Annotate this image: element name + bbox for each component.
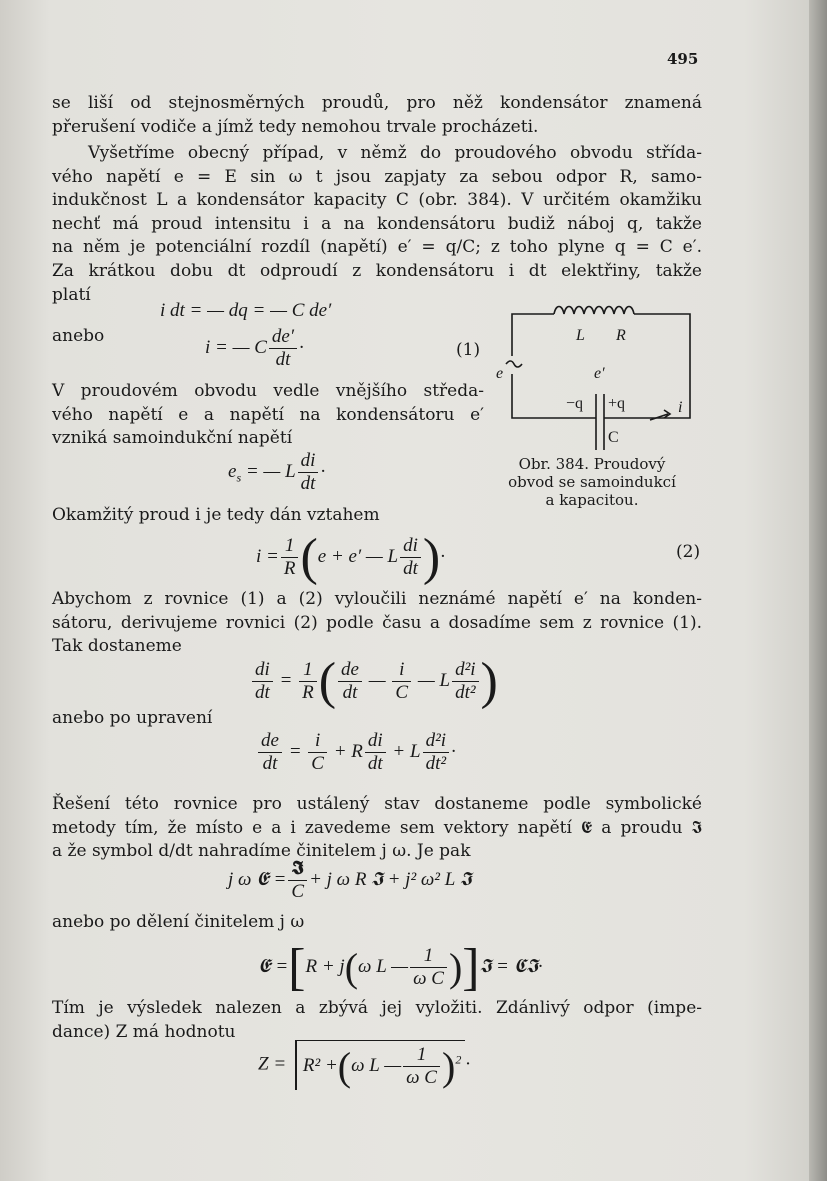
text-line: vzniká samoindukční napětí <box>52 428 293 449</box>
text-line: dance) Z má hodnotu <box>52 1021 236 1042</box>
equation-charge: i dt = — dq = — C de′ <box>160 300 332 321</box>
caption-line: a kapacitou. <box>545 491 639 509</box>
caption-line: Obr. 384. Proudový <box>518 455 666 473</box>
text-line: Za krátkou dobu dt odproudí z kondensátoru i dt elektřiny, takže <box>52 260 702 281</box>
text-line: vého napětí e a napětí na kondensátoru e′ <box>52 404 484 425</box>
text-line: Tím je výsledek nalezen a zbývá jej vyložiti. Zdánlivý odpor (impe- <box>52 998 702 1018</box>
figure-caption <box>482 455 702 509</box>
paragraph-4 <box>52 588 702 659</box>
anebo-po-upraveni: anebo po upravení <box>52 708 213 728</box>
wire-bottom-left <box>512 374 596 418</box>
paragraph-3 <box>52 380 484 451</box>
text-line: Tak dostaneme <box>52 636 182 657</box>
label-i: i <box>678 399 683 416</box>
paragraph-2 <box>52 142 702 307</box>
label-e: e <box>496 365 504 382</box>
paragraph-5 <box>52 793 702 864</box>
anebo-label: anebo <box>52 326 105 346</box>
label-minus-q: −q <box>566 395 584 412</box>
equation-1: i = — C $\frac{de'}{dt}$ · <box>205 326 304 370</box>
label-L: L <box>576 327 585 344</box>
circuit-diagram <box>492 298 702 453</box>
caption-line: obvod se samoindukcí <box>508 473 676 491</box>
text-line: se liší od stejnosměrných proudů, pro něž kondensátor znamená <box>52 93 702 113</box>
text-line: sátoru, derivujeme rovnici (2) podle času a dosadíme sem z rovnice (1). <box>52 612 702 633</box>
okamzity-text: Okamžitý proud i je tedy dán vztahem <box>52 505 380 525</box>
source-symbol <box>506 361 522 367</box>
text-line: Vyšetříme obecný případ, v němž do proudového obvodu střída- <box>88 143 702 163</box>
inductor-coil <box>554 307 634 315</box>
label-C: C <box>608 429 619 446</box>
text-line: přerušení vodiče a jímž tedy nemohou trvale procházeti. <box>52 116 539 137</box>
text-line: Řešení této rovnice pro ustálený stav dostaneme podle symbolické <box>52 794 702 814</box>
text-line: metody tím, že místo e a i zavedeme sem vektory napětí 𝕰 a proudu 𝕴 <box>52 817 702 838</box>
label-plus-q: +q <box>608 395 626 412</box>
text-line: vého napětí e = E sin ω t jsou zapjaty za sebou odpor R, samo- <box>52 166 702 187</box>
text-line: a že symbol d/dt nahradíme činitelem j ω. Je pak <box>52 841 471 862</box>
equation-1-number: (1) <box>456 340 481 360</box>
equation-6: 𝕰 =[R + j(ω L — $\frac{1}{\text{ω C}}$ )]𝕴 = 𝕮𝕴· <box>258 939 543 996</box>
equation-3: $\frac{di}{dt}$ = $\frac{1}{R}$ ( $\frac{de}{dt}$ — $\frac{i}{C}$ — L $\frac{\text{d²i}}{\text{dt²}}$ ) <box>250 652 498 711</box>
equation-2: i = $\frac{1}{R}$ (e + e′ — L $\frac{di}{dt}$ )· <box>256 529 445 586</box>
text-line: nechť má proud intensitu i a na kondensátoru budiž náboj q, takže <box>52 213 702 234</box>
equation-self-induction: $e_s$ = — L $\frac{di}{dt}$ · <box>228 450 326 494</box>
equation-2-number: (2) <box>676 542 701 562</box>
equation-7: Z = R² +(ω L — $\frac{1}{\text{ω C}}$ )$^2$ · <box>258 1040 470 1090</box>
text-line: indukčnost L a kondensátor kapacity C (obr. 384). V určitém okamžiku <box>52 190 702 211</box>
anebo-po-deleni: anebo po dělení činitelem j ω <box>52 912 305 932</box>
equation-4: $\frac{de}{dt}$ = $\frac{i}{C}$ + R $\frac{di}{dt}$ + L $\frac{\text{d²i}}{\text{dt²}}$ · <box>256 730 456 775</box>
label-R: R <box>616 327 626 344</box>
wire-top-left <box>512 314 554 356</box>
text-line: Abychom z rovnice (1) a (2) vyloučili neznámé napětí e′ na konden- <box>52 589 702 609</box>
paragraph-6 <box>52 997 702 1044</box>
equation-5: j ω 𝕰 = $\frac{\text{𝕴}}{C}$ + j ω R 𝕴 + j² ω² L 𝕴 <box>228 858 472 902</box>
text-line: na něm je potenciální rozdíl (napětí) e′ = q/C; z toho plyne q = C e′. <box>52 237 702 258</box>
text-line: platí <box>52 284 91 305</box>
paragraph-1 <box>52 92 702 139</box>
text-line: V proudovém obvodu vedle vnějšího středa- <box>52 381 484 401</box>
page-number: 495 <box>667 50 699 68</box>
label-e-prime: e′ <box>594 365 605 382</box>
page-edge <box>809 0 827 1181</box>
